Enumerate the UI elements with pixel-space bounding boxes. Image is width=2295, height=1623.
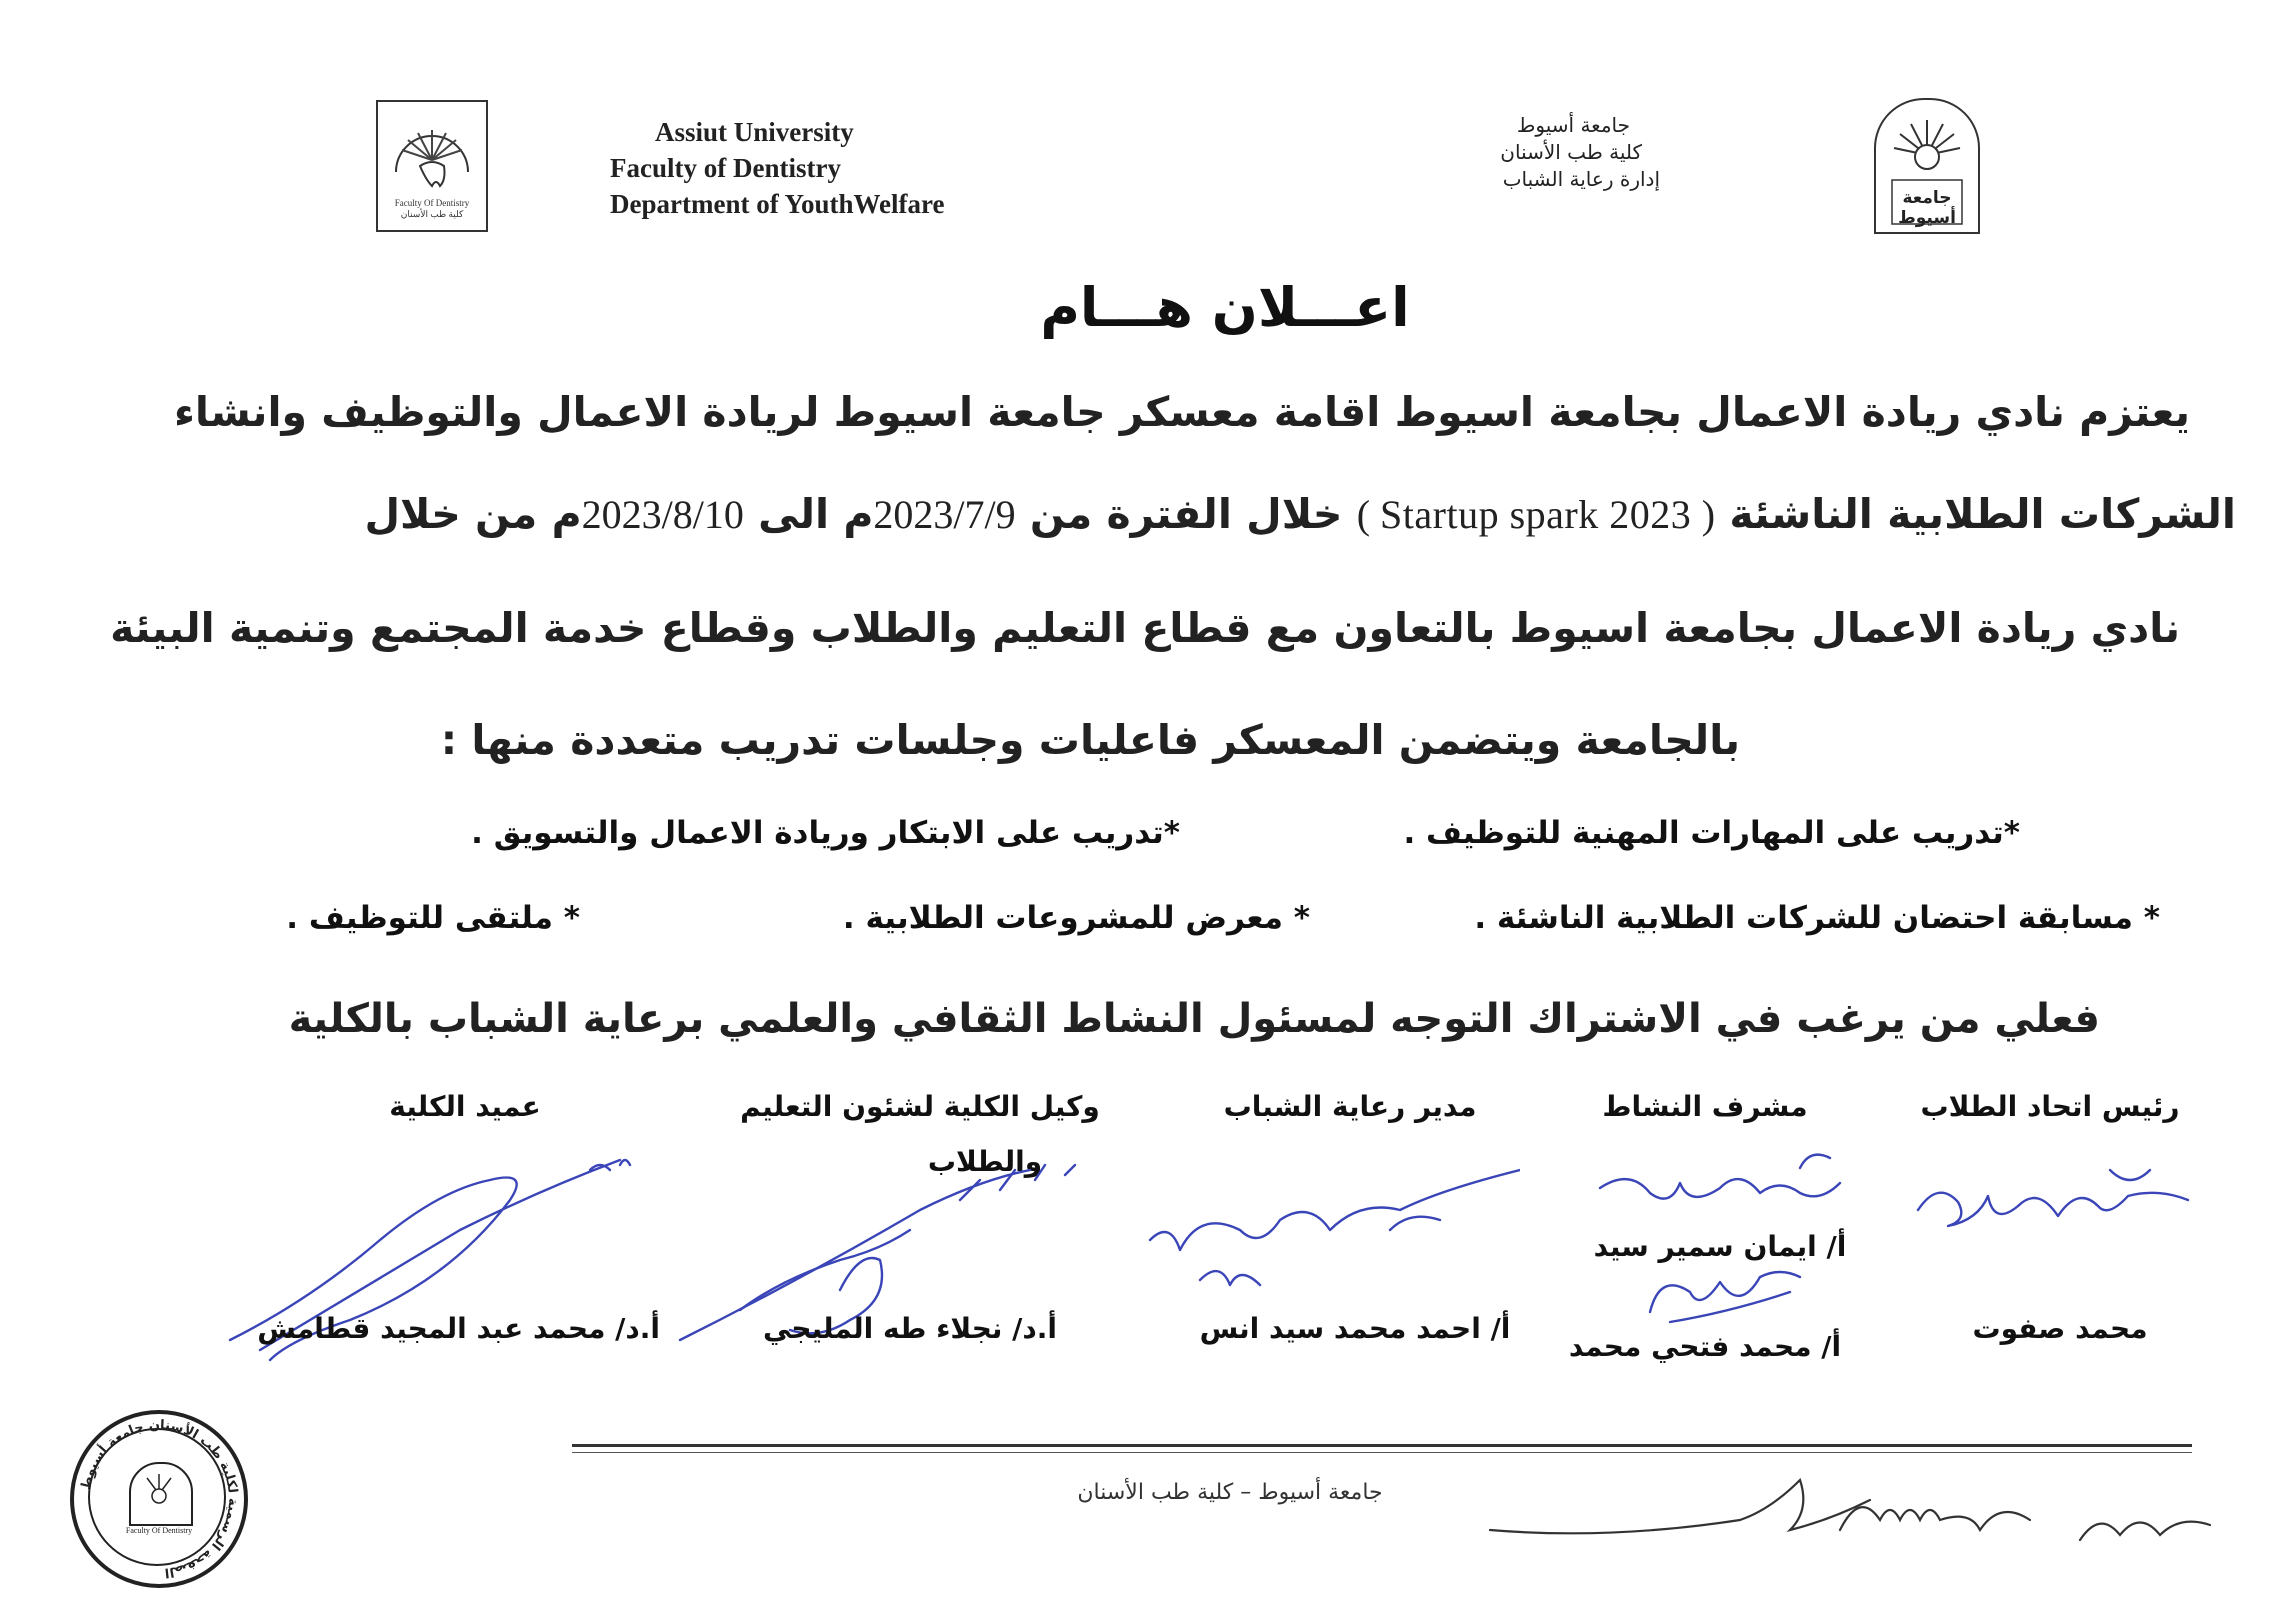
- announcement-title: اعـــلان هـــام: [1040, 276, 1410, 339]
- footer-divider: [572, 1444, 2192, 1447]
- activity-item: *تدريب على المهارات المهنية للتوظيف .: [1403, 815, 2020, 851]
- activity-item: * مسابقة احتضان للشركات الطلابية الناشئة .: [1474, 900, 2160, 936]
- signatory-title-dean: عميد الكلية: [389, 1090, 541, 1123]
- call-to-action: فعلي من يرغب في الاشتراك التوجه لمسئول النشاط الثقافي والعلمي برعاية الشباب بالكلية: [288, 996, 2100, 1042]
- department-name-ar: إدارة رعاية الشباب: [1502, 167, 1660, 191]
- footer-divider-thin: [572, 1452, 2192, 1453]
- stamp-inner-text: Faculty Of Dentistry: [125, 1526, 193, 1535]
- header-english: [610, 114, 1050, 222]
- faculty-logo-left: [376, 100, 488, 232]
- activity-item: *تدريب على الابتكار وريادة الاعمال والتسويق .: [471, 815, 1180, 851]
- svg-text:الصفحة الرسمية لكلية طب الأسنا: الصفحة الرسمية لكلية طب الأسنان جامعة أسيوط: [78, 1417, 241, 1580]
- date-to: 2023/8/10: [581, 492, 744, 537]
- header-arabic: [1390, 112, 1660, 193]
- body-line-4: بالجامعة ويتضمن المعسكر فاعليات وجلسات تدريب متعددة منها :: [440, 716, 1740, 764]
- body-line-1: يعتزم نادي ريادة الاعمال بجامعة اسيوط اقامة معسكر جامعة اسيوط لريادة الاعمال والتوظيف وانشاء: [173, 388, 2190, 436]
- signature-activity-supervisor-2: [1630, 1262, 1830, 1332]
- right-logo-caption: جامعة أسيوط: [1898, 188, 1956, 228]
- department-name-en: Department of YouthWelfare: [610, 189, 945, 219]
- university-name-ar: جامعة أسيوط: [1516, 113, 1630, 137]
- signatory-name-vice-dean: أ.د/ نجلاء طه المليجي: [763, 1312, 1057, 1345]
- signature-youth-director: [1140, 1160, 1520, 1310]
- line2-text-d: م من خلال: [364, 490, 582, 538]
- footer-handwriting: [1480, 1460, 2220, 1580]
- signatory-title-activity-supervisor: مشرف النشاط: [1602, 1090, 1808, 1123]
- signatory-title-student-union: رئيس اتحاد الطلاب: [1920, 1090, 2180, 1123]
- vice-dean-title-line2: والطلاب: [927, 1145, 1043, 1178]
- university-name-en: Assiut University: [655, 117, 854, 147]
- signatory-name-supervisor-1: أ/ ايمان سمير سيد: [1593, 1230, 1847, 1263]
- signature-student-union: [1910, 1160, 2220, 1250]
- body-line-2: [220, 490, 2236, 538]
- signature-activity-supervisor-1: [1590, 1148, 1860, 1228]
- stamp-inner-logo: [129, 1462, 193, 1526]
- body-line-3: نادي ريادة الاعمال بجامعة اسيوط بالتعاون مع قطاع التعليم والطلاب وقطاع خدمة المجتمع وتنمية البيئة: [110, 604, 2180, 652]
- line2-text-a: الشركات الطلابية الناشئة: [1729, 490, 2236, 538]
- line2-text-c: م الى: [758, 490, 874, 538]
- faculty-name-ar: كلية طب الأسنان: [1500, 140, 1642, 164]
- activity-item: * معرض للمشروعات الطلابية .: [842, 900, 1310, 936]
- signatory-title-youth-director: مدير رعاية الشباب: [1223, 1090, 1477, 1123]
- signatory-name-dean: أ.د/ محمد عبد المجيد قطامش: [257, 1312, 660, 1345]
- university-logo-right: [1874, 98, 1980, 234]
- line2-text-b: خلال الفترة من: [1029, 490, 1343, 538]
- signatory-name-youth-director: أ/ احمد محمد سيد انس: [1199, 1312, 1511, 1345]
- faculty-name-en: Faculty of Dentistry: [610, 153, 841, 183]
- activity-item: * ملتقى للتوظيف .: [286, 900, 580, 936]
- official-stamp: [70, 1410, 248, 1588]
- vice-dean-title-line1: وكيل الكلية لشئون التعليم: [740, 1090, 1100, 1123]
- signatory-name-supervisor-2: أ/ محمد فتحي محمد: [1568, 1330, 1842, 1363]
- startup-name: ( Startup spark 2023 ): [1356, 492, 1716, 537]
- signatory-name-student-union: محمد صفوت: [1972, 1312, 2148, 1345]
- left-logo-caption: Faculty Of Dentistry كلية طب الأسنان: [394, 198, 470, 219]
- footer-address: جامعة أسيوط – كلية طب الأسنان: [1077, 1480, 1383, 1505]
- date-from: 2023/7/9: [873, 492, 1016, 537]
- stamp-tooth-icon: [131, 1464, 187, 1520]
